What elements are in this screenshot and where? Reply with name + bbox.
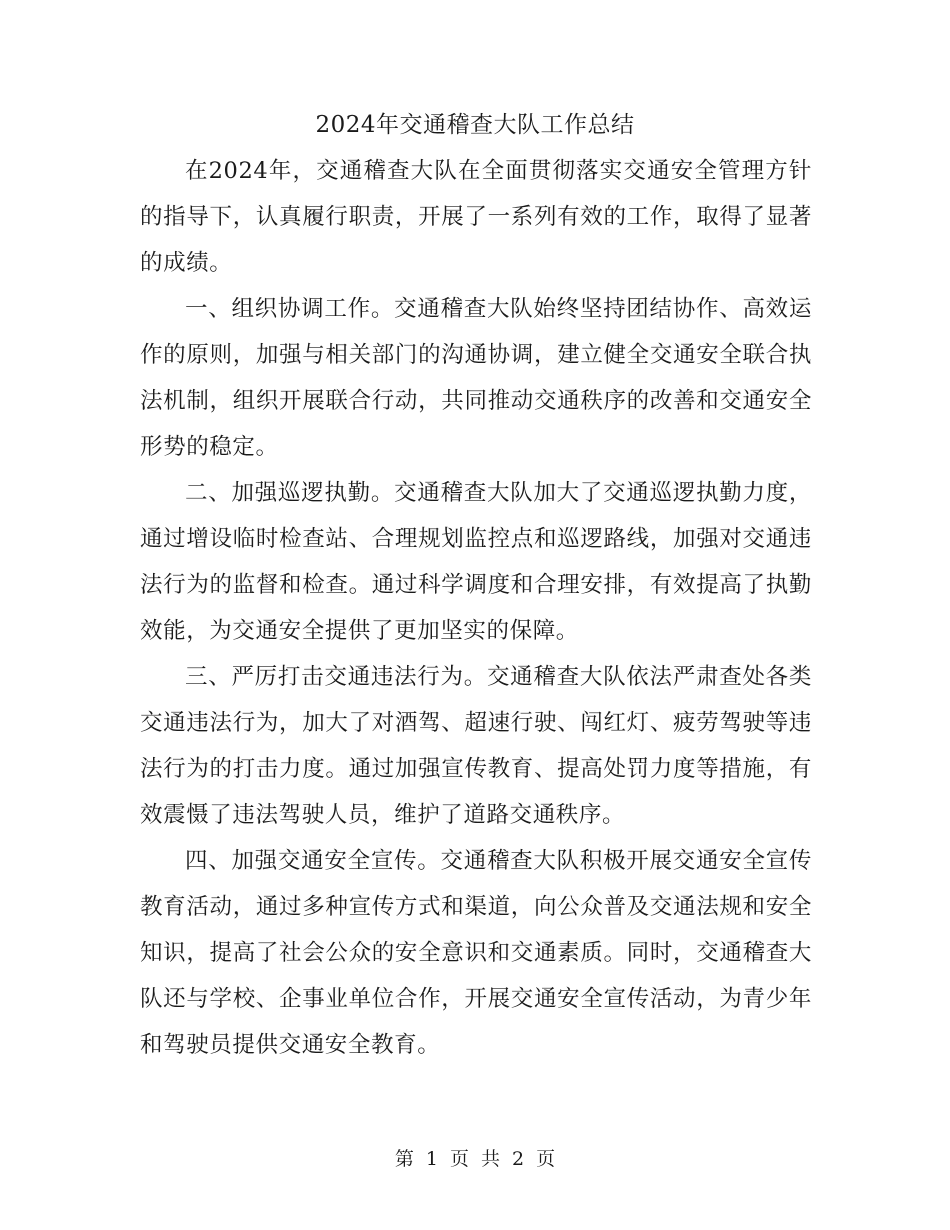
page-number-footer: 第 1 页 共 2 页: [394, 1148, 556, 1170]
section-2-paragraph: 二、加强巡逻执勤。交通稽查大队加大了交通巡逻执勤力度，通过增设临时检查站、合理规划监控点和巡逻路线，加强对交通违法行为的监督和检查。通过科学调度和合理安排，有效提高了执勤效能，为交通安全提供了更加坚实的保障。: [140, 480, 812, 644]
document-title: 2024年交通稽查大队工作总结: [315, 112, 635, 138]
section-1-paragraph: 一、组织协调工作。交通稽查大队始终坚持团结协作、高效运作的原则，加强与相关部门的沟通协调，建立健全交通安全联合执法机制，组织开展联合行动，共同推动交通秩序的改善和交通安全形势的稳定。: [140, 296, 812, 460]
section-4-paragraph: 四、加强交通安全宣传。交通稽查大队积极开展交通安全宣传教育活动，通过多种宣传方式和渠道，向公众普及交通法规和安全知识，提高了社会公众的安全意识和交通素质。同时，交通稽查大队还与学校、企事业单位合作，开展交通安全宣传活动，为青少年和驾驶员提供交通安全教育。: [140, 848, 812, 1058]
section-3-paragraph: 三、严厉打击交通违法行为。交通稽查大队依法严肃查处各类交通违法行为，加大了对酒驾、超速行驶、闯红灯、疲劳驾驶等违法行为的打击力度。通过加强宣传教育、提高处罚力度等措施，有效震慑了违法驾驶人员，维护了道路交通秩序。: [140, 664, 812, 828]
intro-paragraph: 在2024年，交通稽查大队在全面贯彻落实交通安全管理方针的指导下，认真履行职责，开展了一系列有效的工作，取得了显著的成绩。: [140, 158, 812, 276]
document-body: [140, 148, 812, 1068]
